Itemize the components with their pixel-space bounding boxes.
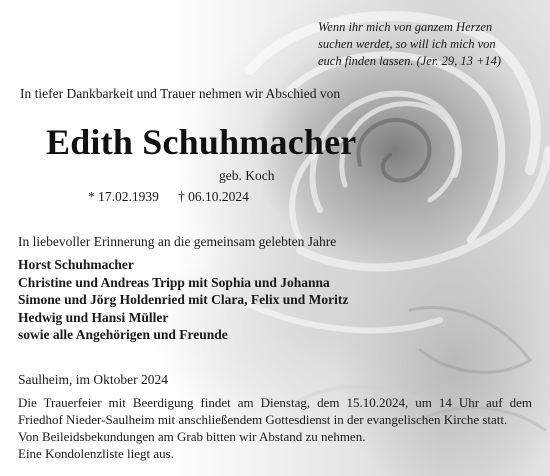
mourner-line: sowie alle Angehörigen und Freunde	[18, 327, 228, 343]
mourner-line: Simone und Jörg Holdenried mit Clara, Felix und Moritz	[18, 292, 349, 308]
funeral-line: Eine Kondolenzliste liegt aus.	[18, 446, 174, 461]
funeral-info	[18, 394, 532, 462]
quote-line: euch finden lassen. (Jer. 29, 13 +14)	[318, 54, 502, 68]
mourner-line: Horst Schuhmacher	[18, 257, 134, 272]
birth-date: * 17.02.1939	[88, 189, 159, 204]
maiden-name: geb. Koch	[219, 168, 275, 183]
funeral-line: Von Beileidsbekundungen am Grab bitten wir Abstand zu nehmen.	[18, 429, 366, 444]
place-date: Saulheim, im Oktober 2024	[18, 372, 168, 387]
death-date: † 06.10.2024	[178, 189, 249, 204]
funeral-line: Die Trauerfeier mit Beerdigung findet am Dienstag, dem 15.10.2024, um 14 Uhr auf dem	[18, 395, 532, 410]
mourners-list	[18, 256, 348, 344]
funeral-line: Friedhof Nieder-Saulheim mit anschließendem Gottesdienst in der evangelischen Kirche statt.	[18, 412, 508, 427]
intro-text: In tiefer Dankbarkeit und Trauer nehmen wir Abschied von	[20, 86, 341, 101]
mourner-line: Hedwig und Hansi Müller	[18, 309, 169, 325]
deceased-name: Edith Schuhmacher	[46, 122, 357, 162]
quote-line: suchen werdet, so will ich mich von	[318, 37, 496, 51]
quote-line: Wenn ihr mich von ganzem Herzen	[318, 20, 493, 34]
mourner-line: Christine und Andreas Tripp mit Sophia und Johanna	[18, 274, 330, 290]
bible-quote	[318, 19, 533, 70]
memory-text: In liebevoller Erinnerung an die gemeinsam gelebten Jahre	[18, 234, 337, 249]
